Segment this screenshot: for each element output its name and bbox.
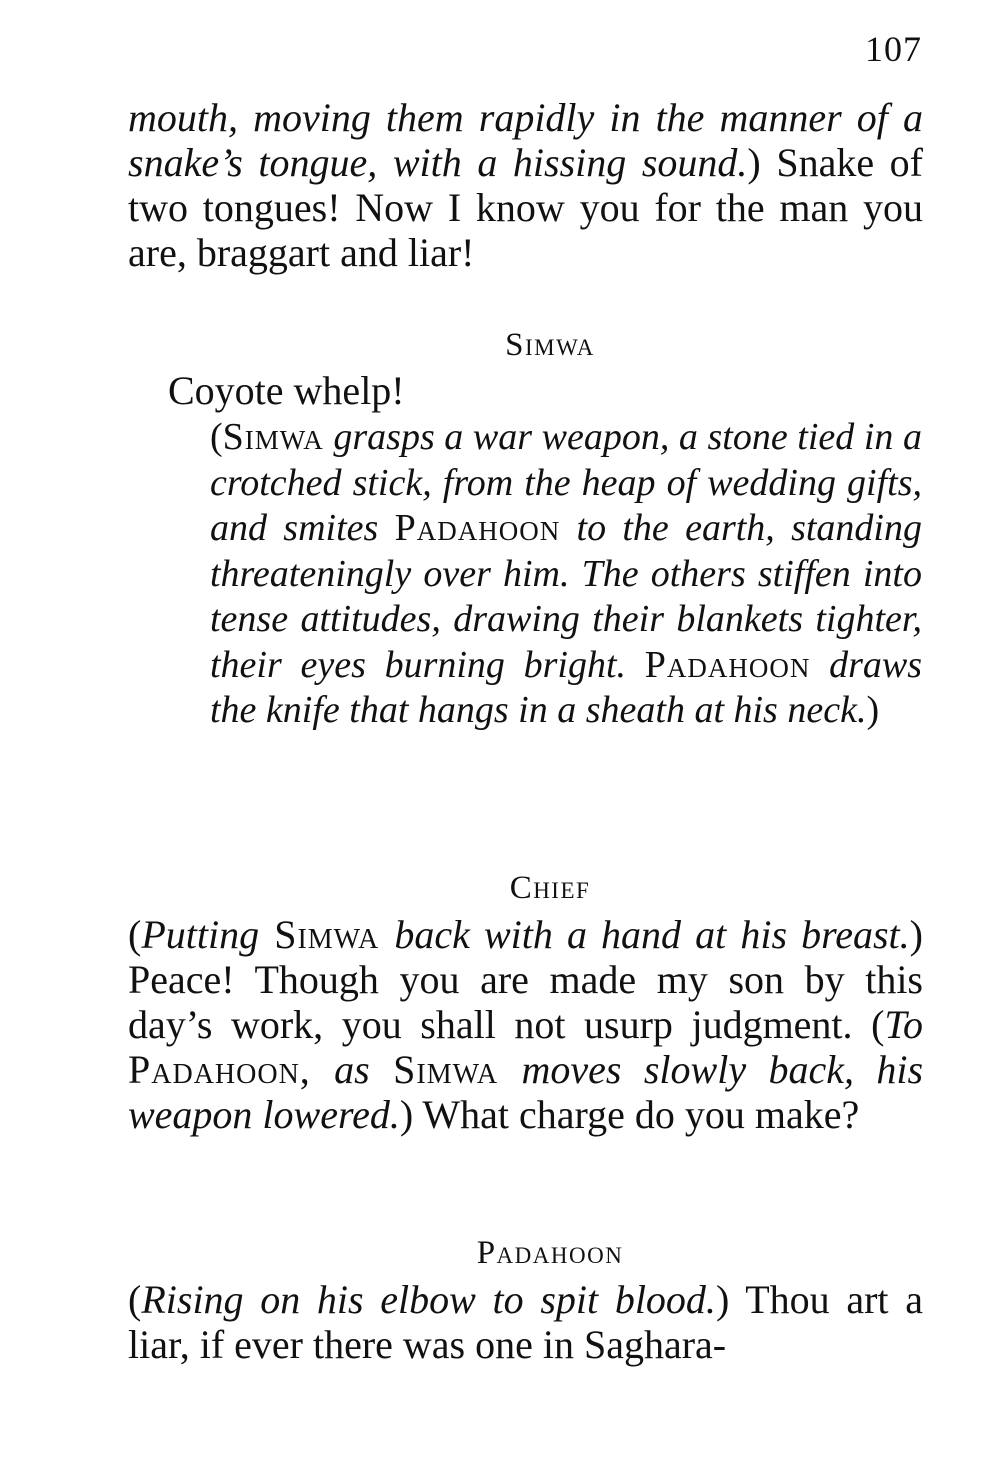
dialogue-text: Snake of two tongues! Now I know you for the man you are, braggart and liar!	[128, 140, 923, 275]
paren-close: )	[866, 689, 880, 731]
stage-direction-block	[210, 415, 922, 734]
paren-open: (	[210, 416, 223, 458]
paren-close: )	[747, 140, 761, 185]
stage-italic: moves slowly back, his weapon lowered.	[128, 1047, 924, 1137]
paren-open: (	[128, 912, 142, 957]
dialogue-padahoon	[128, 1277, 923, 1367]
speaker-heading-chief: Chief	[509, 870, 591, 906]
dialogue-text: ) Thou art a liar, if ever there was one in Saghara-	[128, 1277, 923, 1367]
character-name: Padahoon	[644, 643, 811, 686]
stage-italic: Putting	[141, 912, 260, 957]
stage-italic: as	[334, 1047, 370, 1092]
stage-italic: back with a hand at his breast.	[394, 912, 910, 957]
page-number: 107	[865, 29, 922, 69]
dialogue-text: ) Peace! Though you are made my son by this day’s work, you shall not usurp judgment. (	[128, 912, 923, 1047]
stage-italic: Rising on his elbow to spit blood.	[141, 1277, 716, 1322]
character-name: Padahoon	[394, 507, 561, 549]
speaker-heading-simwa: Simwa	[505, 327, 595, 363]
paren-open: (	[128, 1277, 142, 1322]
stage-italic-3: draws the knife that hangs in a sheath at his neck.	[210, 643, 923, 731]
dialogue-chief	[128, 912, 923, 1137]
stage-direction-italic: mouth, moving them rapidly in the manner of a snake’s tongue, with a hissing sound.	[128, 95, 923, 185]
character-name: Simwa	[259, 912, 395, 957]
character-name: Padahoon,	[128, 1047, 335, 1092]
character-name: Simwa	[222, 416, 324, 458]
speaker-heading-padahoon: Padahoon	[476, 1235, 624, 1271]
stage-italic-2: to the earth, standing threateningly over him. The others stiffen into tense attitudes, drawing their blankets tighter, their eyes burning bright.	[210, 507, 922, 686]
stage-italic-1: grasps a war weapon, a stone tied in a crotched stick, from the heap of wedding gifts, and smites	[210, 416, 922, 549]
character-name: Simwa	[369, 1047, 522, 1092]
paragraph-continued	[128, 95, 923, 275]
dialogue-text: ) What charge do you make?	[399, 1092, 860, 1137]
stage-italic: To	[884, 1002, 923, 1047]
dialogue-simwa: Coyote whelp!	[168, 368, 405, 413]
